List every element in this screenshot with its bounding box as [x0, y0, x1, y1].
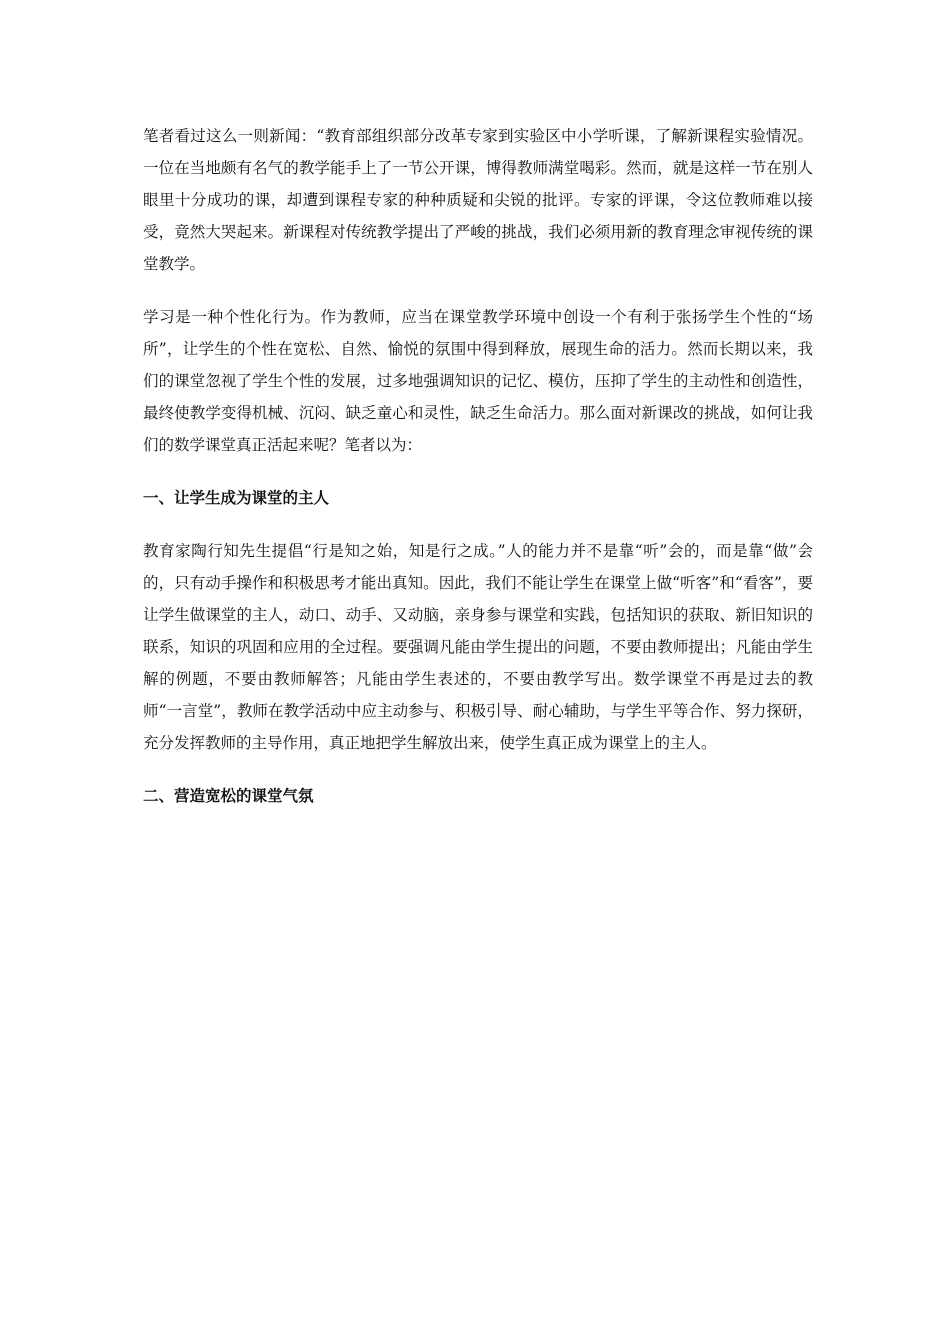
section-body-1: 教育家陶行知先生提倡“行是知之始，知是行之成。”人的能力并不是靠“听”会的，而是靠“做”会的，只有动手操作和积极思考才能出真知。因此，我们不能让学生在课堂上做“听客”和“看客”，要让学生做课堂的主人，动口、动手、又动脑，亲身参与课堂和实践，包括知识的获取、新旧知识的联系，知识的巩固和应用的全过程。要强调凡能由学生提出的问题，不要由教师提出；凡能由学生解的例题，不要由教师解答；凡能由学生表述的，不要由教学写出。数学课堂不再是过去的教师“一言堂”，教师在教学活动中应主动参与、积极引导、耐心辅助，与学生平等合作、努力探研，充分发挥教师的主导作用，真正地把学生解放出来，使学生真正成为课堂上的主人。 — [143, 542, 813, 752]
section-heading-1: 一、让学生成为课堂的主人 — [143, 489, 330, 507]
intro-paragraph: 笔者看过这么一则新闻：“教育部组织部分改革专家到实验区中小学听课，了解新课程实验情况。一位在当地颇有名气的教学能手上了一节公开课，博得教师满堂喝彩。然而，就是这样一节在别人眼里十分成功的课，却遭到课程专家的种种质疑和尖锐的批评。专家的评课，令这位教师难以接受，竟然大哭起来。新课程对传统教学提出了严峻的挑战，我们必须用新的教育理念审视传统的课堂教学。 — [143, 127, 813, 273]
context-paragraph: 学习是一种个性化行为。作为教师，应当在课堂教学环境中创设一个有利于张扬学生个性的“场所”，让学生的个性在宽松、自然、愉悦的氛围中得到释放，展现生命的活力。然而长期以来，我们的课堂忽视了学生个性的发展，过多地强调知识的记忆、模仿，压抑了学生的主动性和创造性，最终使教学变得机械、沉闷、缺乏童心和灵性，缺乏生命活力。那么面对新课改的挑战，如何让我们的数学课堂真正活起来呢？笔者以为： — [143, 308, 813, 454]
section-heading-2: 二、营造宽松的课堂气氛 — [143, 787, 314, 805]
document-page — [143, 120, 813, 833]
